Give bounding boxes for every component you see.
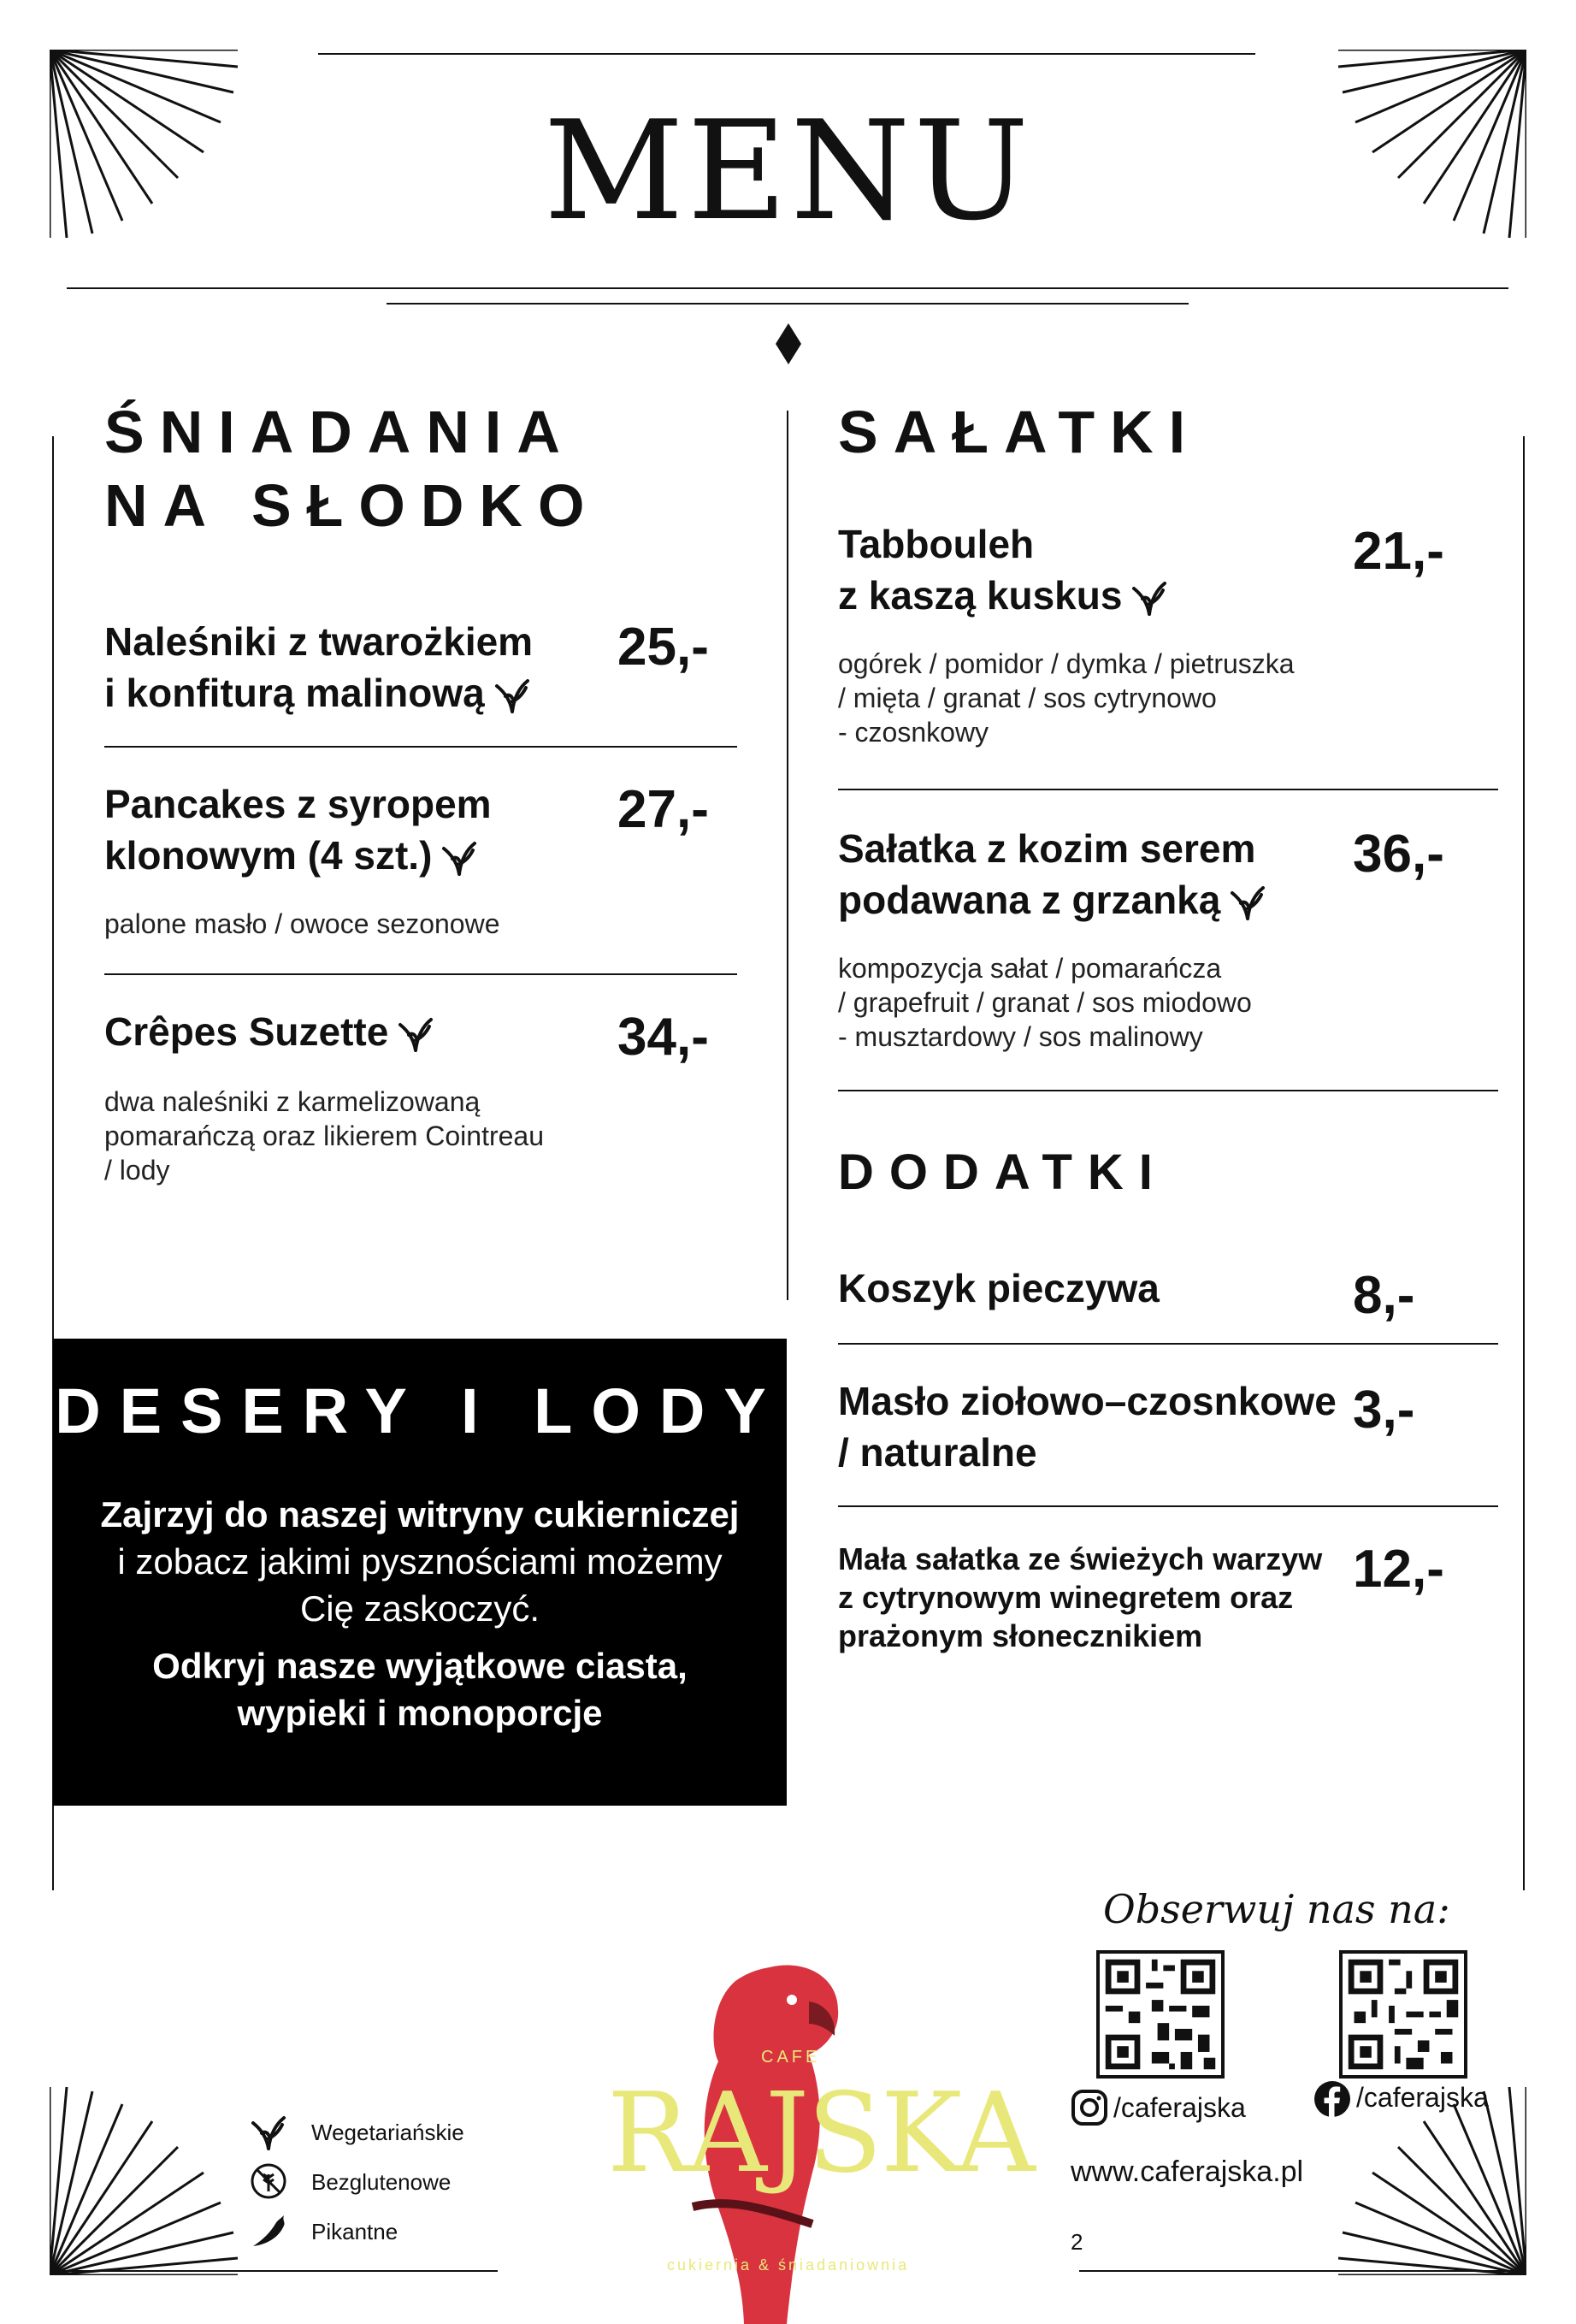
item-divider xyxy=(838,1343,1498,1345)
vegetarian-leaf-icon xyxy=(250,2113,287,2150)
facebook-handle[interactable]: /caferajska xyxy=(1356,2082,1489,2113)
website-link[interactable]: www.caferajska.pl xyxy=(1071,2155,1304,2188)
desserts-box xyxy=(53,1339,787,1806)
desserts-text-bold: Odkryj nasze wyjątkowe ciasta, wypieki i monoporcje xyxy=(152,1646,688,1733)
menu-item-name: Sałatka z kozim serem podawana z grzanką xyxy=(838,823,1266,925)
menu-item-name: Naleśniki z twarożkiem i konfiturą malinową xyxy=(104,619,534,715)
vegetarian-leaf-icon xyxy=(493,676,531,713)
logo-name: RAJSKA xyxy=(607,2070,1034,2197)
bottom-left-rule xyxy=(53,2270,498,2272)
item-divider xyxy=(104,973,737,975)
instagram-handle[interactable]: /caferajska xyxy=(1113,2092,1246,2123)
item-divider xyxy=(838,1090,1498,1091)
instagram-qr-code[interactable] xyxy=(1096,1950,1225,2079)
page-number: 2 xyxy=(1071,2229,1083,2255)
menu-item-description: palone masło / owoce sezonowe xyxy=(104,908,500,939)
legend-gluten-free: Bezglutenowe xyxy=(311,2169,452,2195)
menu-item-name: Pancakes z syropem klonowym (4 szt.) xyxy=(104,782,492,878)
vegetarian-leaf-icon xyxy=(1130,578,1168,616)
header-rule-1 xyxy=(67,287,1508,289)
desserts-heading: DESERY I LODY xyxy=(55,1375,785,1446)
vegetarian-leaf-icon xyxy=(440,838,478,876)
menu-item-price: 3,- xyxy=(1353,1381,1415,1440)
legend-vegetarian: Wegetariańskie xyxy=(311,2120,464,2145)
facebook-icon[interactable] xyxy=(1313,2080,1351,2118)
cafe-rajska-logo xyxy=(590,1942,1034,2324)
instagram-icon[interactable] xyxy=(1071,2089,1108,2126)
menu-item-price: 25,- xyxy=(617,618,709,677)
menu-item-price: 8,- xyxy=(1353,1266,1415,1325)
extras-heading: DODATKI xyxy=(838,1144,1168,1200)
frame-right-line xyxy=(1523,436,1525,1890)
item-divider xyxy=(104,746,737,748)
qr-pattern-icon xyxy=(1343,1954,1464,2075)
header-rule-2 xyxy=(387,303,1189,305)
column-divider xyxy=(787,411,788,1300)
menu-item-description: kompozycja sałat / pomarańcza / grapefruit / granat / sos miodowo - musztardowy / sos malinowy xyxy=(838,953,1252,1052)
chili-pepper-icon xyxy=(250,2212,292,2250)
salads-heading: SAŁATKI xyxy=(838,399,1201,465)
menu-item-price: 34,- xyxy=(617,1008,709,1067)
diamond-ornament-icon xyxy=(776,323,801,364)
facebook-qr-code[interactable] xyxy=(1339,1950,1467,2079)
menu-item-price: 27,- xyxy=(617,780,709,839)
gluten-free-icon xyxy=(250,2162,287,2200)
menu-item-name: Crêpes Suzette xyxy=(104,1006,434,1057)
menu-item-description: dwa naleśniki z karmelizowaną pomarańczą oraz likierem Cointreau / lody xyxy=(104,1086,544,1186)
breakfast-heading: ŚNIADANIA NA SŁODKO xyxy=(104,399,600,539)
page-title: MENU xyxy=(543,91,1033,251)
menu-item-price: 12,- xyxy=(1353,1540,1444,1599)
corner-sunburst-bottom-left xyxy=(50,2079,246,2275)
vegetarian-leaf-icon xyxy=(397,1014,434,1052)
menu-item-name: Tabbouleh z kaszą kuskus xyxy=(838,518,1168,621)
item-divider xyxy=(838,1505,1498,1507)
menu-item-description: ogórek / pomidor / dymka / pietruszka / mięta / granat / sos cytrynowo - czosnkowy xyxy=(838,648,1295,748)
menu-item-price: 36,- xyxy=(1353,825,1444,884)
desserts-text: Zajrzyj do naszej witryny cukierniczej i zobacz jakimi pysznościami możemy Cię zaskoczyć. xyxy=(100,1494,740,1629)
menu-item-name: Masło ziołowo–czosnkowe / naturalne xyxy=(838,1379,1337,1475)
menu-item-price: 21,- xyxy=(1353,522,1444,581)
qr-pattern-icon xyxy=(1100,1954,1221,2075)
bottom-right-rule xyxy=(1079,2270,1524,2272)
legend-spicy: Pikantne xyxy=(311,2219,398,2244)
follow-label: Obserwuj nas na: xyxy=(1103,1886,1450,1932)
vegetarian-leaf-icon xyxy=(1229,883,1266,920)
header-top-rule xyxy=(318,53,1255,55)
item-divider xyxy=(838,789,1498,790)
menu-item-name: Mała sałatka ze świeżych warzyw z cytrynowym winegretem oraz prażonym słonecznikiem xyxy=(838,1541,1323,1653)
menu-item-name: Koszyk pieczywa xyxy=(838,1266,1160,1310)
logo-small-text: CAFE xyxy=(761,2048,821,2067)
logo-tagline: cukiernia & śniadaniownia xyxy=(667,2256,910,2274)
